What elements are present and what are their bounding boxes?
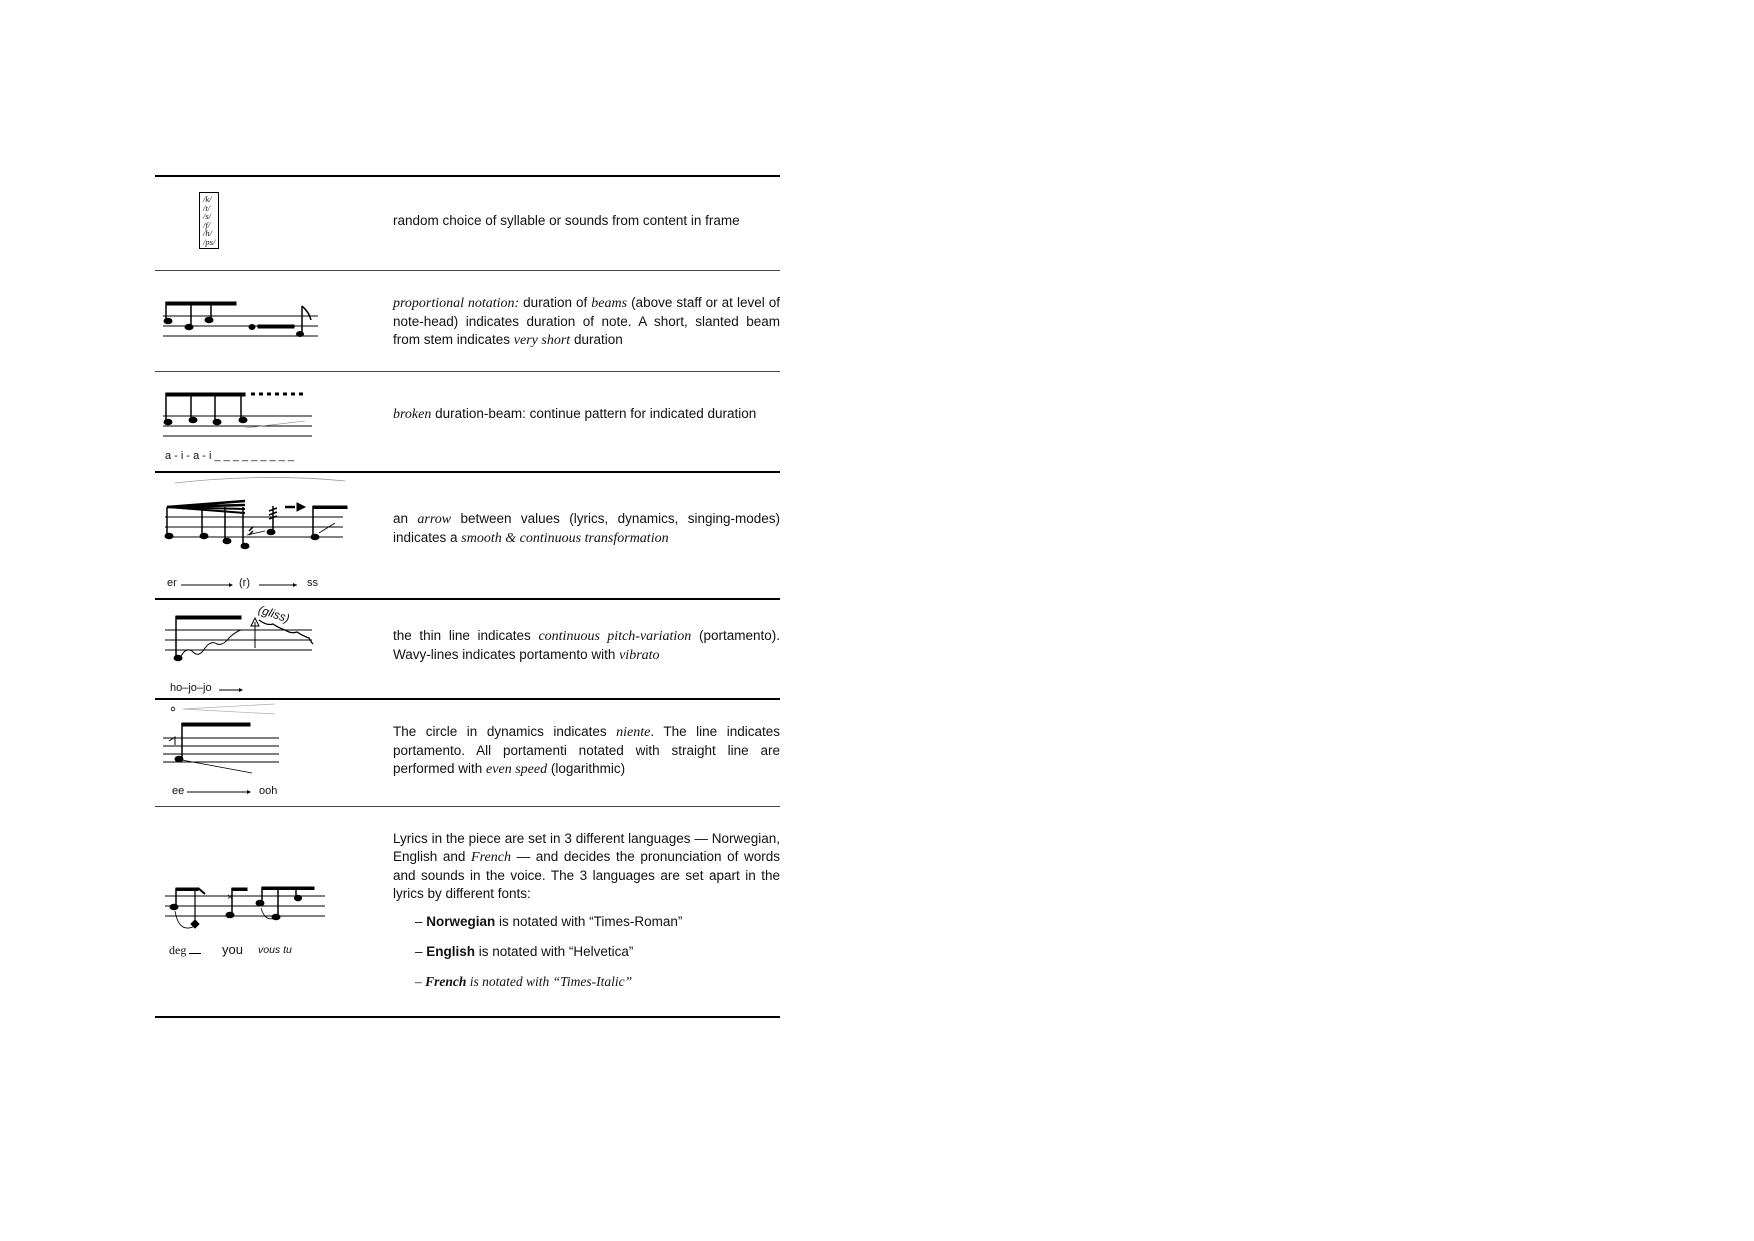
row-description: Lyrics in the piece are set in 3 different languages — Norwegian, English and French — and decides the pronunciation of words and sounds in the voice. The 3 languages are set apart in the lyrics by different fonts: – Norwegian is notated with “Times-Roman” – English is notated with “Helvetica” – French is notated with “Times-Italic” [393,830,780,1003]
lyric-arrows [177,579,297,591]
lyric-2: ooh [259,785,278,797]
lyric-2: (r) [239,577,250,589]
list-item: – French is notated with “Times-Italic” [415,973,780,991]
lyric-1: er [167,577,177,589]
row-broken-beam [155,371,780,471]
frame-item: /t/ [203,202,211,213]
svg-text:×: × [227,892,233,903]
row-description: proportional notation: duration of beams (above staff or at level of note-head) indicates duration of note. A short, slanted beam from stem indicates very short duration [393,295,780,348]
frame-item: /k/ [203,194,212,204]
row-description: an arrow between values (lyrics, dynamics, singing-modes) indicates a smooth & continuous transformation [393,511,780,546]
frame-item: /ps/ [203,236,216,247]
row-arrow [155,471,780,598]
lyric-norwegian: deg [169,943,201,958]
list-item: – Norwegian is notated with “Times-Roman” [415,913,780,931]
gliss-label: (gliss) [256,602,292,626]
lyric-1: ee [172,785,185,797]
niente-figure [155,698,335,798]
frame-item: /s/ [203,211,212,221]
row-proportional [155,270,780,371]
portamento-figure [155,598,335,678]
row-languages [155,806,780,1016]
row-description: random choice of syllable or sounds from content in frame [393,213,740,228]
lyrics-line: ho–jo–jo [170,682,212,694]
frame-item: /f/ [203,219,211,230]
row-thin-line [155,598,780,698]
lyric-arrow [185,787,255,797]
row-circle [155,698,780,806]
language-list [393,913,780,991]
lyrics-line: a - i - a - i _ _ _ _ _ _ _ _ _ [165,450,295,462]
row-description: the thin line indicates continuous pitch-variation (portamento). Wavy-lines indicates portamento with vibrato [393,628,780,663]
row-random-choice [155,175,780,270]
syllable-frame [199,192,219,249]
broken-beam-figure [155,371,335,451]
bottom-rule [155,1016,780,1018]
arrow-transformation-figure [155,471,355,571]
lyric-french: vous tu [258,944,292,956]
proportional-notation-figure [155,270,335,371]
lyric-arrow [217,685,247,695]
lyric-3: ss [307,577,318,589]
list-item: – English is notated with “Helvetica” [415,943,780,961]
frame-item: /h/ [203,228,212,238]
lyric-english: you [222,942,243,957]
row-description: broken duration-beam: continue pattern for indicated duration [393,406,757,422]
row-description: The circle in dynamics indicates niente. The line indicates portamento. All portamenti notated with straight line are performed with even speed (logarithmic) [393,724,780,777]
languages-figure [155,856,355,996]
